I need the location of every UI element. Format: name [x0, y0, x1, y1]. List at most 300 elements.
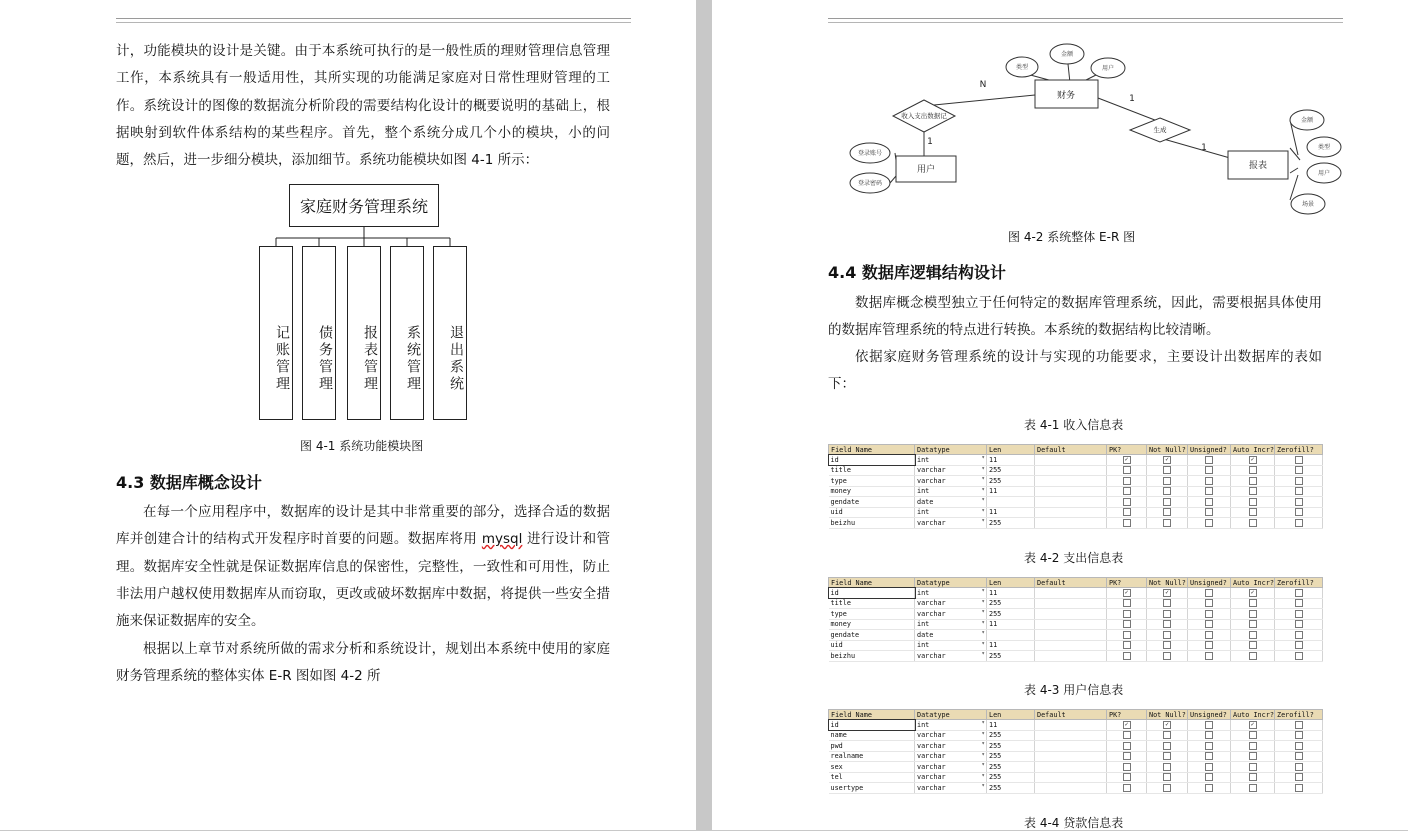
length-cell[interactable]: 11 [987, 720, 1035, 731]
checkbox[interactable] [1123, 763, 1131, 771]
length-cell[interactable] [987, 630, 1035, 641]
length-cell[interactable]: 255 [987, 609, 1035, 620]
default-cell[interactable] [1035, 619, 1107, 630]
checkbox[interactable] [1249, 641, 1257, 649]
checkbox[interactable] [1123, 498, 1131, 506]
checkbox-cell [1107, 741, 1147, 752]
checkbox[interactable] [1295, 589, 1303, 597]
checkbox[interactable] [1295, 498, 1303, 506]
checkbox[interactable] [1295, 652, 1303, 660]
figure-4-2-caption: 图 4-2 系统整体 E-R 图 [1008, 230, 1136, 244]
checkbox-cell [1231, 651, 1275, 662]
table-row[interactable] [829, 783, 1323, 794]
datatype-cell[interactable]: varchar ▾ [915, 730, 987, 741]
checkbox[interactable] [1249, 620, 1257, 628]
checkbox-cell [1188, 465, 1231, 476]
checkbox[interactable] [1205, 487, 1213, 495]
field-name-cell[interactable]: tel [829, 772, 915, 783]
checkbox-cell [1231, 640, 1275, 651]
default-cell[interactable] [1035, 751, 1107, 762]
default-cell[interactable] [1035, 720, 1107, 731]
checkbox[interactable] [1295, 763, 1303, 771]
checkbox-cell [1107, 651, 1147, 662]
datatype-cell[interactable]: varchar ▾ [915, 518, 987, 529]
checkbox-cell [1275, 619, 1323, 630]
er-attr-report-amount: 金额 [1300, 117, 1314, 124]
checkbox[interactable] [1123, 631, 1131, 639]
checkbox[interactable] [1295, 508, 1303, 516]
figure-4-1-caption: 图 4-1 系统功能模块图 [300, 439, 424, 453]
column-header: Len [987, 578, 1035, 588]
table-row[interactable] [829, 497, 1323, 508]
length-cell[interactable]: 255 [987, 598, 1035, 609]
checkbox[interactable] [1123, 652, 1131, 660]
checkbox[interactable] [1123, 784, 1131, 792]
datatype-cell[interactable]: int ▾ [915, 720, 987, 731]
checked-checkbox[interactable]: ✓ [1123, 589, 1131, 597]
er-attr-report-user: 用户 [1317, 170, 1331, 177]
checkbox-cell [1107, 455, 1147, 466]
column-header: Len [987, 710, 1035, 720]
table-4-4-caption: 表 4-4 贷款信息表 [1024, 816, 1124, 830]
checkbox[interactable] [1205, 610, 1213, 618]
table-row[interactable] [829, 518, 1323, 529]
checkbox[interactable] [1163, 773, 1171, 781]
datatype-cell[interactable]: int ▾ [915, 640, 987, 651]
checkbox-cell [1147, 751, 1188, 762]
checkbox[interactable] [1163, 477, 1171, 485]
field-name-cell[interactable]: uid [829, 507, 915, 518]
checkbox[interactable] [1249, 731, 1257, 739]
field-name-cell[interactable]: gendate [829, 497, 915, 508]
checked-checkbox[interactable]: ✓ [1163, 456, 1171, 464]
checkbox[interactable] [1205, 763, 1213, 771]
checkbox[interactable] [1205, 498, 1213, 506]
default-cell[interactable] [1035, 730, 1107, 741]
datatype-cell[interactable]: int ▾ [915, 588, 987, 599]
length-cell[interactable]: 11 [987, 455, 1035, 466]
checkbox-cell [1231, 486, 1275, 497]
checkbox[interactable] [1295, 599, 1303, 607]
table-4-3-caption: 表 4-3 用户信息表 [1024, 683, 1124, 697]
intro-paragraph: 计，功能模块的设计是关键。由于本系统可执行的是一般性质的理财管理信息管理工作，本系统具有一般适用性，其所实现的功能满足家庭对日常性理财管理的工作。系统设计的图像的数据流分析阶段的需要结构化设计的概要说明的基础上，根据映射到软件体系结构的某些程序。首先，整个系统分成几个小的模块，小的问题，然后，进一步细分模块，添加细节。系统功能模块如图 4-1 所示： [116, 43, 610, 169]
checked-checkbox[interactable]: ✓ [1249, 721, 1257, 729]
checkbox-cell [1231, 497, 1275, 508]
field-name-cell[interactable]: name [829, 730, 915, 741]
checkbox-cell [1275, 518, 1323, 529]
column-header: Default [1035, 578, 1107, 588]
checkbox[interactable] [1249, 610, 1257, 618]
checkbox[interactable] [1163, 641, 1171, 649]
er-cardinality-1: 1 [1201, 143, 1207, 153]
checkbox[interactable] [1249, 599, 1257, 607]
checkbox[interactable] [1205, 773, 1213, 781]
checkbox[interactable] [1295, 466, 1303, 474]
checkbox[interactable] [1295, 610, 1303, 618]
column-header: PK? [1107, 578, 1147, 588]
datatype-cell[interactable]: int ▾ [915, 507, 987, 518]
datatype-cell[interactable]: varchar ▾ [915, 741, 987, 752]
length-cell[interactable]: 255 [987, 751, 1035, 762]
checked-checkbox[interactable]: ✓ [1123, 721, 1131, 729]
checkbox-cell [1231, 476, 1275, 487]
section-4-4-heading: 4.4 数据库逻辑结构设计 [828, 263, 1006, 282]
checkbox[interactable] [1163, 631, 1171, 639]
checkbox[interactable] [1205, 742, 1213, 750]
field-name-cell[interactable]: beizhu [829, 651, 915, 662]
length-cell[interactable] [987, 497, 1035, 508]
checkbox[interactable] [1249, 466, 1257, 474]
default-cell[interactable] [1035, 651, 1107, 662]
checkbox[interactable] [1249, 477, 1257, 485]
er-attr-finance-amount: 金额 [1060, 51, 1074, 58]
field-name-cell[interactable]: id [829, 720, 915, 731]
checkbox[interactable] [1205, 599, 1213, 607]
checkbox-cell [1107, 762, 1147, 773]
checkbox[interactable] [1163, 620, 1171, 628]
checkbox[interactable] [1123, 487, 1131, 495]
checkbox[interactable] [1123, 508, 1131, 516]
default-cell[interactable] [1035, 640, 1107, 651]
er-entity-finance: 财务 [1056, 91, 1076, 101]
column-header: Unsigned? [1188, 578, 1231, 588]
user-table [828, 709, 1323, 794]
checkbox[interactable] [1205, 631, 1213, 639]
default-cell[interactable] [1035, 497, 1107, 508]
checkbox-cell [1147, 486, 1188, 497]
checkbox[interactable] [1123, 752, 1131, 760]
checkbox-cell [1188, 588, 1231, 599]
checkbox[interactable] [1249, 519, 1257, 527]
checkbox[interactable] [1249, 652, 1257, 660]
length-cell[interactable]: 255 [987, 772, 1035, 783]
checkbox[interactable] [1163, 610, 1171, 618]
field-name-cell[interactable]: usertype [829, 783, 915, 794]
checkbox[interactable] [1295, 731, 1303, 739]
table-row[interactable] [829, 640, 1323, 651]
column-header: Unsigned? [1188, 445, 1231, 455]
checkbox-cell [1188, 741, 1231, 752]
table-row[interactable] [829, 507, 1323, 518]
default-cell[interactable] [1035, 783, 1107, 794]
module-box-debt: 债务管理 [302, 246, 336, 420]
checkbox[interactable] [1205, 652, 1213, 660]
checked-checkbox[interactable]: ✓ [1249, 589, 1257, 597]
section-4-3-paragraph-2: 根据以上章节对系统所做的需求分析和系统设计，规划出本系统中使用的家庭财务管理系统的整体实体 E-R 图如图 4-2 所 [116, 641, 610, 685]
checkbox[interactable] [1205, 466, 1213, 474]
default-cell[interactable] [1035, 630, 1107, 641]
checkbox[interactable] [1163, 742, 1171, 750]
checkbox[interactable] [1249, 498, 1257, 506]
checkbox[interactable] [1205, 477, 1213, 485]
table-row[interactable] [829, 486, 1323, 497]
default-cell[interactable] [1035, 465, 1107, 476]
table-row[interactable] [829, 762, 1323, 773]
checkbox-cell [1147, 497, 1188, 508]
datatype-cell[interactable]: date ▾ [915, 497, 987, 508]
length-cell[interactable]: 11 [987, 588, 1035, 599]
checkbox[interactable] [1163, 466, 1171, 474]
length-cell[interactable]: 255 [987, 783, 1035, 794]
field-name-cell[interactable]: gendate [829, 630, 915, 641]
checkbox[interactable] [1249, 631, 1257, 639]
default-cell[interactable] [1035, 455, 1107, 466]
checkbox-cell [1275, 497, 1323, 508]
table-row[interactable] [829, 741, 1323, 752]
checkbox[interactable] [1295, 773, 1303, 781]
table-row[interactable] [829, 588, 1323, 599]
checkbox-cell [1188, 598, 1231, 609]
length-cell[interactable]: 11 [987, 619, 1035, 630]
table-row[interactable] [829, 609, 1323, 620]
section-4-3-heading: 4.3 数据库概念设计 [116, 473, 262, 492]
field-name-cell[interactable]: id [829, 588, 915, 599]
expense-table [828, 577, 1323, 662]
length-cell[interactable]: 255 [987, 518, 1035, 529]
field-name-cell[interactable]: type [829, 609, 915, 620]
checkbox-cell [1275, 720, 1323, 731]
field-name-cell[interactable]: money [829, 486, 915, 497]
datatype-cell[interactable]: int ▾ [915, 455, 987, 466]
checkbox-cell [1275, 640, 1323, 651]
checkbox[interactable] [1249, 752, 1257, 760]
checkbox[interactable] [1295, 784, 1303, 792]
section-4-3-paragraph-1 [116, 499, 610, 635]
checkbox[interactable] [1205, 731, 1213, 739]
checkbox-cell [1147, 518, 1188, 529]
module-box-accounting: 记账管理 [259, 246, 293, 420]
checkbox-cell [1275, 630, 1323, 641]
table-row[interactable] [829, 630, 1323, 641]
checkbox[interactable] [1123, 620, 1131, 628]
table-row[interactable] [829, 455, 1323, 466]
checkbox[interactable] [1205, 589, 1213, 597]
checkbox-cell [1231, 783, 1275, 794]
column-header: Field Name [829, 578, 915, 588]
checkbox-cell [1107, 465, 1147, 476]
length-cell[interactable]: 255 [987, 651, 1035, 662]
checkbox[interactable] [1295, 631, 1303, 639]
checkbox-cell [1147, 609, 1188, 620]
checkbox[interactable] [1163, 498, 1171, 506]
checkbox[interactable] [1249, 784, 1257, 792]
checkbox-cell [1147, 507, 1188, 518]
checkbox[interactable] [1295, 519, 1303, 527]
checkbox[interactable] [1205, 620, 1213, 628]
checkbox-cell [1147, 619, 1188, 630]
checkbox[interactable] [1295, 641, 1303, 649]
checkbox-cell [1107, 751, 1147, 762]
checkbox[interactable] [1123, 610, 1131, 618]
checkbox[interactable] [1205, 784, 1213, 792]
checkbox[interactable] [1205, 641, 1213, 649]
field-name-cell[interactable]: title [829, 598, 915, 609]
section-4-4-paragraph-2: 依据家庭财务管理系统的设计与实现的功能要求，主要设计出数据库的表如下： [828, 349, 1322, 393]
table-row[interactable] [829, 598, 1323, 609]
checkbox[interactable] [1249, 508, 1257, 516]
checkbox[interactable] [1163, 599, 1171, 607]
datatype-cell[interactable]: varchar ▾ [915, 465, 987, 476]
checkbox[interactable] [1123, 641, 1131, 649]
length-cell[interactable]: 11 [987, 486, 1035, 497]
checkbox[interactable] [1295, 752, 1303, 760]
checkbox-cell [1107, 507, 1147, 518]
datatype-cell[interactable]: varchar ▾ [915, 609, 987, 620]
checkbox-cell [1275, 455, 1323, 466]
field-name-cell[interactable]: id [829, 455, 915, 466]
checkbox[interactable] [1249, 742, 1257, 750]
default-cell[interactable] [1035, 486, 1107, 497]
datatype-cell[interactable]: varchar ▾ [915, 751, 987, 762]
column-header: Zerofill? [1275, 445, 1323, 455]
datatype-cell[interactable]: varchar ▾ [915, 762, 987, 773]
checked-checkbox[interactable]: ✓ [1163, 589, 1171, 597]
field-name-cell[interactable]: uid [829, 640, 915, 651]
er-attr-user-password: 登录密码 [857, 180, 883, 187]
checkbox[interactable] [1295, 620, 1303, 628]
checkbox-cell [1275, 730, 1323, 741]
table-row[interactable] [829, 730, 1323, 741]
length-cell[interactable]: 255 [987, 730, 1035, 741]
checkbox-cell [1107, 486, 1147, 497]
checkbox-cell [1231, 619, 1275, 630]
er-attr-finance-type: 类型 [1015, 64, 1029, 71]
checkbox-cell [1275, 609, 1323, 620]
checkbox[interactable] [1205, 508, 1213, 516]
datatype-cell[interactable]: int ▾ [915, 486, 987, 497]
checkbox[interactable] [1123, 742, 1131, 750]
field-name-cell[interactable]: title [829, 465, 915, 476]
table-row[interactable] [829, 619, 1323, 630]
checkbox[interactable] [1123, 519, 1131, 527]
checkbox[interactable] [1163, 508, 1171, 516]
checkbox[interactable] [1163, 752, 1171, 760]
checkbox-cell [1147, 598, 1188, 609]
column-header: Datatype [915, 445, 987, 455]
checkbox[interactable] [1123, 599, 1131, 607]
checked-checkbox[interactable]: ✓ [1123, 456, 1131, 464]
checkbox[interactable] [1249, 773, 1257, 781]
checkbox[interactable] [1163, 652, 1171, 660]
table-row[interactable] [829, 651, 1323, 662]
default-cell[interactable] [1035, 507, 1107, 518]
datatype-cell[interactable]: varchar ▾ [915, 783, 987, 794]
field-name-cell[interactable]: sex [829, 762, 915, 773]
length-cell[interactable]: 255 [987, 465, 1035, 476]
field-name-cell[interactable]: type [829, 476, 915, 487]
datatype-cell[interactable]: varchar ▾ [915, 598, 987, 609]
length-cell[interactable]: 255 [987, 741, 1035, 752]
table-row[interactable] [829, 476, 1323, 487]
column-header: Field Name [829, 445, 915, 455]
checkbox[interactable] [1205, 721, 1213, 729]
checkbox[interactable] [1249, 763, 1257, 771]
checkbox-cell [1107, 598, 1147, 609]
table-row[interactable] [829, 772, 1323, 783]
checkbox-cell [1147, 730, 1188, 741]
checkbox-cell [1275, 741, 1323, 752]
checked-checkbox[interactable]: ✓ [1163, 721, 1171, 729]
er-entity-user: 用户 [916, 165, 936, 175]
default-cell[interactable] [1035, 762, 1107, 773]
checkbox-cell [1231, 507, 1275, 518]
checked-checkbox[interactable]: ✓ [1249, 456, 1257, 464]
checkbox[interactable] [1205, 519, 1213, 527]
checkbox[interactable] [1295, 477, 1303, 485]
datatype-cell[interactable]: int ▾ [915, 619, 987, 630]
checkbox[interactable] [1295, 742, 1303, 750]
table-row[interactable] [829, 465, 1323, 476]
checkbox-cell [1275, 476, 1323, 487]
module-box-system: 系统管理 [390, 246, 424, 420]
default-cell[interactable] [1035, 476, 1107, 487]
checkbox[interactable] [1123, 477, 1131, 485]
length-cell[interactable]: 255 [987, 476, 1035, 487]
checkbox[interactable] [1123, 773, 1131, 781]
checkbox[interactable] [1163, 487, 1171, 495]
table-row[interactable] [829, 751, 1323, 762]
checkbox[interactable] [1123, 731, 1131, 739]
datatype-cell[interactable]: varchar ▾ [915, 651, 987, 662]
checkbox[interactable] [1163, 784, 1171, 792]
checkbox[interactable] [1123, 466, 1131, 474]
checkbox[interactable] [1163, 731, 1171, 739]
spellcheck-word: mysql [481, 531, 523, 548]
length-cell[interactable]: 11 [987, 640, 1035, 651]
field-name-cell[interactable]: pwd [829, 741, 915, 752]
default-cell[interactable] [1035, 588, 1107, 599]
checkbox[interactable] [1295, 487, 1303, 495]
field-name-cell[interactable]: money [829, 619, 915, 630]
length-cell[interactable]: 11 [987, 507, 1035, 518]
er-attr-finance-user: 用户 [1101, 65, 1115, 72]
checkbox[interactable] [1163, 519, 1171, 527]
default-cell[interactable] [1035, 772, 1107, 783]
checkbox-cell [1231, 588, 1275, 599]
checkbox-cell [1147, 720, 1188, 731]
checkbox[interactable] [1295, 456, 1303, 464]
field-name-cell[interactable]: realname [829, 751, 915, 762]
default-cell[interactable] [1035, 741, 1107, 752]
datatype-cell[interactable]: varchar ▾ [915, 476, 987, 487]
default-cell[interactable] [1035, 609, 1107, 620]
table-row[interactable] [829, 720, 1323, 731]
checkbox-cell [1188, 640, 1231, 651]
checkbox[interactable] [1205, 456, 1213, 464]
checkbox[interactable] [1163, 763, 1171, 771]
checkbox-cell [1107, 609, 1147, 620]
checkbox[interactable] [1295, 721, 1303, 729]
default-cell[interactable] [1035, 518, 1107, 529]
checkbox-cell [1275, 598, 1323, 609]
checkbox[interactable] [1205, 752, 1213, 760]
checkbox-cell [1188, 720, 1231, 731]
length-cell[interactable]: 255 [987, 762, 1035, 773]
checkbox-cell [1275, 772, 1323, 783]
checkbox-cell [1188, 772, 1231, 783]
field-name-cell[interactable]: beizhu [829, 518, 915, 529]
checkbox-cell [1107, 518, 1147, 529]
checkbox-cell [1188, 476, 1231, 487]
datatype-cell[interactable]: varchar ▾ [915, 772, 987, 783]
checkbox-cell [1147, 588, 1188, 599]
para-text-segment: 在每一个应用程序中，数据库的设计是其中非常重要的部分，选择合适的数据库并创建合计的结构式开发程序时首要的问题。数据库将用 [116, 504, 610, 548]
checkbox[interactable] [1249, 487, 1257, 495]
checkbox-cell [1188, 751, 1231, 762]
datatype-cell[interactable]: date ▾ [915, 630, 987, 641]
checkbox-cell [1147, 783, 1188, 794]
default-cell[interactable] [1035, 598, 1107, 609]
